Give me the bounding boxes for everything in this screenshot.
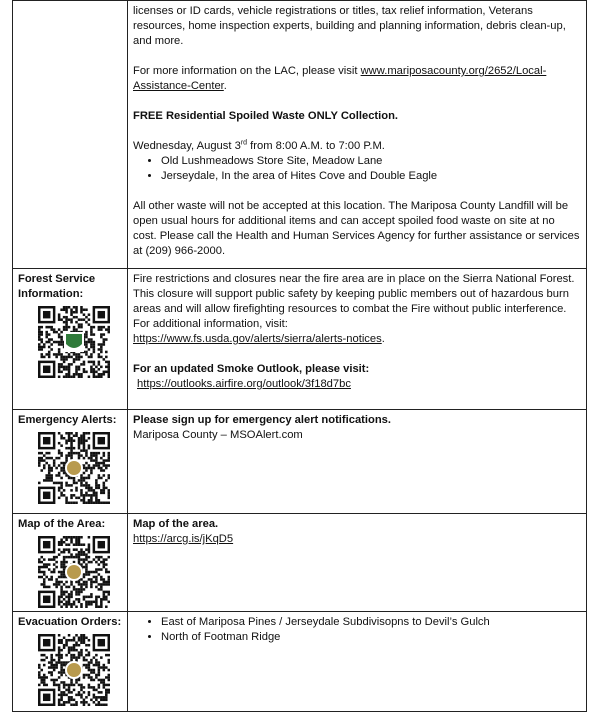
map-qr-code-icon[interactable] <box>38 536 110 608</box>
forest-text: Fire restrictions and closures near the fire area are in place on the Sierra National Forest. This closure will support public safety by keeping public members out of hazardous burn areas and will allow firefighting resources to combat the Fire without public interference. For additional information, visit: <box>133 273 575 330</box>
info-table <box>12 0 587 712</box>
lac-content-cell <box>128 1 587 269</box>
forest-content-cell: Fire restrictions and closures near the fire area are in place on the Sierra National Forest. This closure will support public safety by keeping public members out of hazardous burn areas and will allow firefighting resources to combat the Fire without public interference. For additional information, visit: https://www.fs.usda.gov/alerts/sierra/alerts-notices. For an updated Smoke Outlook, please visit: https://outlooks.airfire.org/outlook/3f18d7bc <box>128 269 587 410</box>
alerts-qr-code-icon[interactable] <box>38 432 110 504</box>
table-row-lac <box>13 1 587 269</box>
alerts-text: Mariposa County – MSOAlert.com <box>133 429 303 441</box>
forest-label: Forest Service Information: <box>18 273 96 300</box>
forest-label-cell <box>13 269 128 410</box>
county-seal-icon <box>67 565 81 579</box>
list-item: • East of Mariposa Pines / Jerseydale Subdivisopns to Devil’s Gulch <box>161 615 581 630</box>
forest-service-shield-icon <box>66 334 82 348</box>
table-row-map <box>13 514 587 612</box>
list-item: • North of Footman Ridge <box>161 630 581 645</box>
waste-note: All other waste will not be accepted at this location. The Mariposa County Landfill will be open usual hours for additional items and can accept spoiled food waste on site at no cost. Please call the Health and Human Services Agency for further assistance or services at (209) 966-2000. <box>133 200 580 257</box>
evac-label: Evacuation Orders: <box>18 616 122 628</box>
waste-heading: FREE Residential Spoiled Waste ONLY Collection. <box>133 110 399 122</box>
alerts-label: Emergency Alerts: <box>18 414 117 426</box>
map-link[interactable]: https://arcg.is/jKqD5 <box>133 533 234 545</box>
table-row-evac <box>13 612 587 712</box>
table-row-alerts <box>13 410 587 514</box>
table-row-forest <box>13 269 587 410</box>
list-item: • Jerseydale, In the area of Hites Cove and Double Eagle <box>161 169 581 184</box>
waste-site-list <box>133 154 581 184</box>
county-seal-icon <box>67 461 81 475</box>
forest-alerts-link[interactable]: https://www.fs.usda.gov/alerts/sierra/alerts-notices <box>133 333 382 345</box>
lac-link[interactable]: www.mariposacounty.org/2652/Local-Assistance-Center <box>133 65 547 92</box>
evac-list <box>133 615 581 645</box>
county-seal-icon <box>67 663 81 677</box>
forest-qr-code-icon[interactable] <box>38 306 110 378</box>
smoke-outlook-link[interactable]: https://outlooks.airfire.org/outlook/3f18d7bc <box>137 378 351 390</box>
alerts-heading: Please sign up for emergency alert notifications. <box>133 414 392 426</box>
evac-label-cell <box>13 612 128 712</box>
lac-label-cell <box>13 1 128 269</box>
evac-qr-code-icon[interactable] <box>38 634 110 706</box>
map-heading: Map of the area. <box>133 518 219 530</box>
lac-continued-text: licenses or ID cards, vehicle registrations or titles, tax relief information, Veterans resources, home inspection experts, building and planning information, debris clean-up, and more. <box>133 5 566 47</box>
list-item: • Old Lushmeadows Store Site, Meadow Lane <box>161 154 581 169</box>
map-label: Map of the Area: <box>18 518 106 530</box>
smoke-heading: For an updated Smoke Outlook, please visit: <box>133 363 370 375</box>
map-content-cell <box>128 514 587 612</box>
map-label-cell <box>13 514 128 612</box>
evac-content-cell <box>128 612 587 712</box>
document-page <box>12 0 587 712</box>
alerts-content-cell <box>128 410 587 514</box>
alerts-label-cell <box>13 410 128 514</box>
waste-date: Wednesday, August 3rd from 8:00 A.M. to 7:00 P.M. <box>133 139 385 152</box>
lac-more-info: For more information on the LAC, please visit www.mariposacounty.org/2652/Local-Assistance-Center. <box>133 65 547 92</box>
